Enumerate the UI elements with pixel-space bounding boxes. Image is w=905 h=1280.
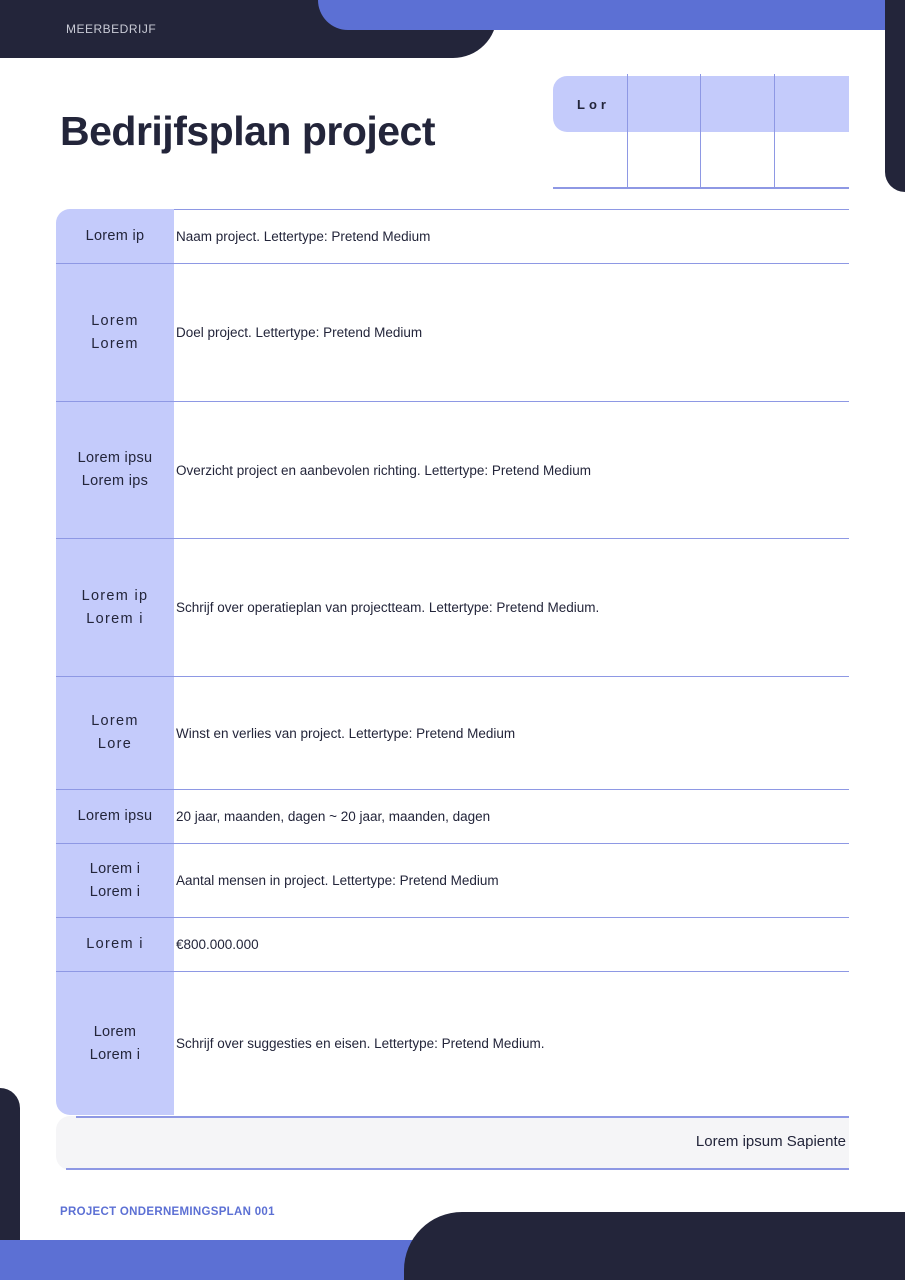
row-label: Lorem ipsu Lorem ips: [77, 450, 153, 489]
footer-bar-top-rule: [76, 1116, 849, 1118]
row-value: Schrijf over operatieplan van projectteam. Lettertype: Pretend Medium.: [176, 600, 600, 615]
mini-table-header: [553, 76, 849, 132]
header-accent-band: [318, 0, 888, 30]
mini-table-baseline: [553, 187, 849, 189]
row-value: Schrijf over suggesties en eisen. Lettertype: Pretend Medium.: [176, 1036, 545, 1051]
footer-accent-band: [0, 1240, 460, 1280]
row-label: Lorem i: [86, 936, 144, 952]
brand-name: MEERBEDRIJF: [66, 22, 157, 36]
table-row: [56, 972, 849, 1115]
mini-table-header-label: Lor: [577, 97, 610, 112]
document-code: PROJECT ONDERNEMINGSPLAN 001: [60, 1206, 275, 1218]
row-value: Doel project. Lettertype: Pretend Medium: [176, 325, 423, 340]
table-row: [56, 844, 849, 918]
summary-footer-bar: [56, 1116, 849, 1170]
row-value: €800.000.000: [176, 937, 259, 952]
row-label: Lorem ipsu: [77, 808, 153, 824]
row-label: Lorem i Lorem i: [89, 860, 141, 900]
page-title: Bedrijfsplan project: [60, 108, 436, 154]
table-row: [56, 790, 849, 844]
row-value: 20 jaar, maanden, dagen ~ 20 jaar, maanden, dagen: [176, 809, 491, 824]
row-value: Overzicht project en aanbevolen richting. Lettertype: Pretend Medium: [176, 462, 591, 478]
table-row: [56, 539, 849, 677]
summary-mini-table: [553, 74, 849, 189]
footer-note: Lorem ipsum Sapiente: [695, 1133, 846, 1150]
table-row: [56, 918, 849, 972]
row-value: Winst en verlies van project. Lettertype: Pretend Medium: [176, 725, 516, 741]
footer-bar-bottom-rule: [66, 1168, 849, 1170]
mini-table-divider: [627, 74, 628, 188]
mini-table-divider: [774, 74, 775, 188]
row-label: Lorem ip: [85, 227, 145, 244]
table-row: [56, 402, 849, 539]
row-label: Lorem ip Lorem i: [81, 587, 149, 627]
row-label: Lorem Lorem i: [89, 1023, 141, 1063]
table-row: [56, 677, 849, 790]
row-label: Lorem Lore: [91, 713, 139, 752]
footer-dark-band: [404, 1212, 905, 1280]
row-value: Aantal mensen in project. Lettertype: Pretend Medium: [176, 873, 499, 888]
table-row: [56, 209, 849, 264]
right-edge-tab: [885, 0, 905, 192]
row-value: Naam project. Lettertype: Pretend Medium: [176, 228, 431, 244]
table-row: [56, 264, 849, 402]
mini-table-divider: [700, 74, 701, 188]
row-label: Lorem Lorem: [91, 312, 139, 352]
